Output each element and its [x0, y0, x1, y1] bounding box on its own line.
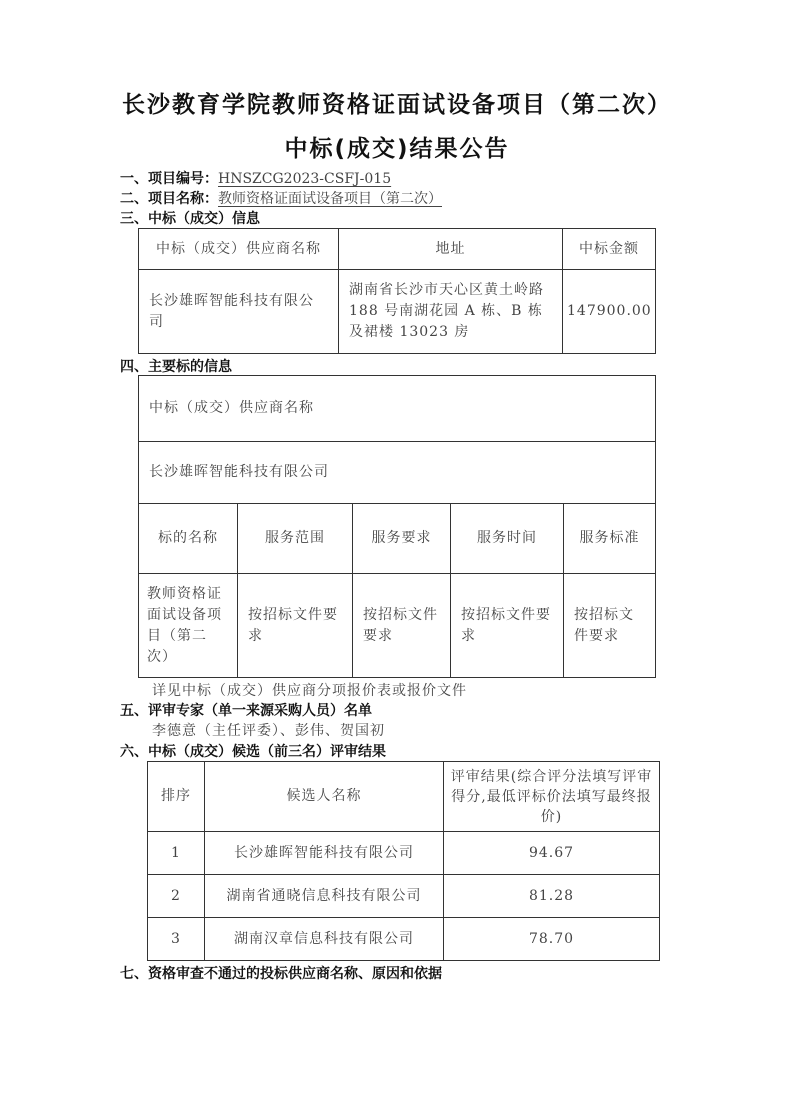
subject-name: 教师资格证面试设备项目（第二次） [139, 574, 238, 678]
candidate-name: 湖南汉章信息科技有限公司 [205, 918, 444, 961]
candidate-rank: 1 [148, 832, 205, 875]
subject-supplier-header: 中标（成交）供应商名称 [139, 376, 656, 442]
candidates-header-name: 候选人名称 [205, 762, 444, 832]
subject-standard: 按招标文件要求 [564, 574, 656, 678]
subject-requirement: 按招标文件要求 [353, 574, 451, 678]
section-main-subject-heading: 四、主要标的信息 [120, 359, 232, 375]
candidate-row [148, 875, 660, 918]
project-name-value: 教师资格证面试设备项目（第二次） [218, 191, 442, 207]
award-supplier-name: 长沙雄晖智能科技有限公司 [139, 270, 339, 354]
candidate-rank: 3 [148, 918, 205, 961]
award-info-table [138, 228, 656, 354]
candidates-header-result: 评审结果(综合评分法填写评审得分,最低评标价法填写最终报价) [444, 762, 660, 832]
subject-scope: 按招标文件要求 [238, 574, 353, 678]
subject-header-time: 服务时间 [451, 504, 564, 574]
candidate-result: 81.28 [444, 875, 660, 918]
project-number-value: HNSZCG2023-CSFJ-015 [218, 171, 392, 187]
subject-header-name: 标的名称 [139, 504, 238, 574]
section-project-name [120, 188, 442, 208]
subject-note: 详见中标（成交）供应商分项报价表或报价文件 [152, 683, 467, 699]
candidate-row [148, 918, 660, 961]
document-subtitle: 中标(成交)结果公告 [284, 136, 510, 162]
project-name-label: 二、项目名称： [120, 191, 218, 207]
subject-header-standard: 服务标准 [564, 504, 656, 574]
award-header-amount: 中标金额 [563, 229, 656, 270]
candidates-header-rank: 排序 [148, 762, 205, 832]
candidates-table [147, 761, 660, 961]
project-number-label: 一、项目编号： [120, 171, 218, 187]
main-subject-table [138, 375, 656, 678]
section-disqualified-heading: 七、资格审查不通过的投标供应商名称、原因和依据 [120, 966, 442, 982]
award-header-supplier: 中标（成交）供应商名称 [139, 229, 339, 270]
candidate-name: 湖南省通晓信息科技有限公司 [205, 875, 444, 918]
candidate-row [148, 832, 660, 875]
section-award-info-heading: 三、中标（成交）信息 [120, 211, 260, 227]
section-experts-heading: 五、评审专家（单一来源采购人员）名单 [120, 703, 372, 719]
subject-time: 按招标文件要求 [451, 574, 564, 678]
candidate-name: 长沙雄晖智能科技有限公司 [205, 832, 444, 875]
subject-supplier-name: 长沙雄晖智能科技有限公司 [139, 442, 656, 504]
subject-header-requirement: 服务要求 [353, 504, 451, 574]
subject-header-scope: 服务范围 [238, 504, 353, 574]
document-title: 长沙教育学院教师资格证面试设备项目（第二次） [122, 92, 672, 118]
award-header-address: 地址 [339, 229, 563, 270]
section-project-number [120, 168, 391, 188]
experts-list: 李德意（主任评委）、彭伟、贺国初 [152, 723, 385, 739]
award-supplier-address: 湖南省长沙市天心区黄土岭路 188 号南湖花园 A 栋、B 栋及裙楼 13023 房 [339, 270, 563, 354]
award-amount: 147900.00 [563, 270, 656, 354]
candidate-result: 78.70 [444, 918, 660, 961]
candidate-result: 94.67 [444, 832, 660, 875]
section-candidates-heading: 六、中标（成交）候选（前三名）评审结果 [120, 744, 386, 760]
candidate-rank: 2 [148, 875, 205, 918]
